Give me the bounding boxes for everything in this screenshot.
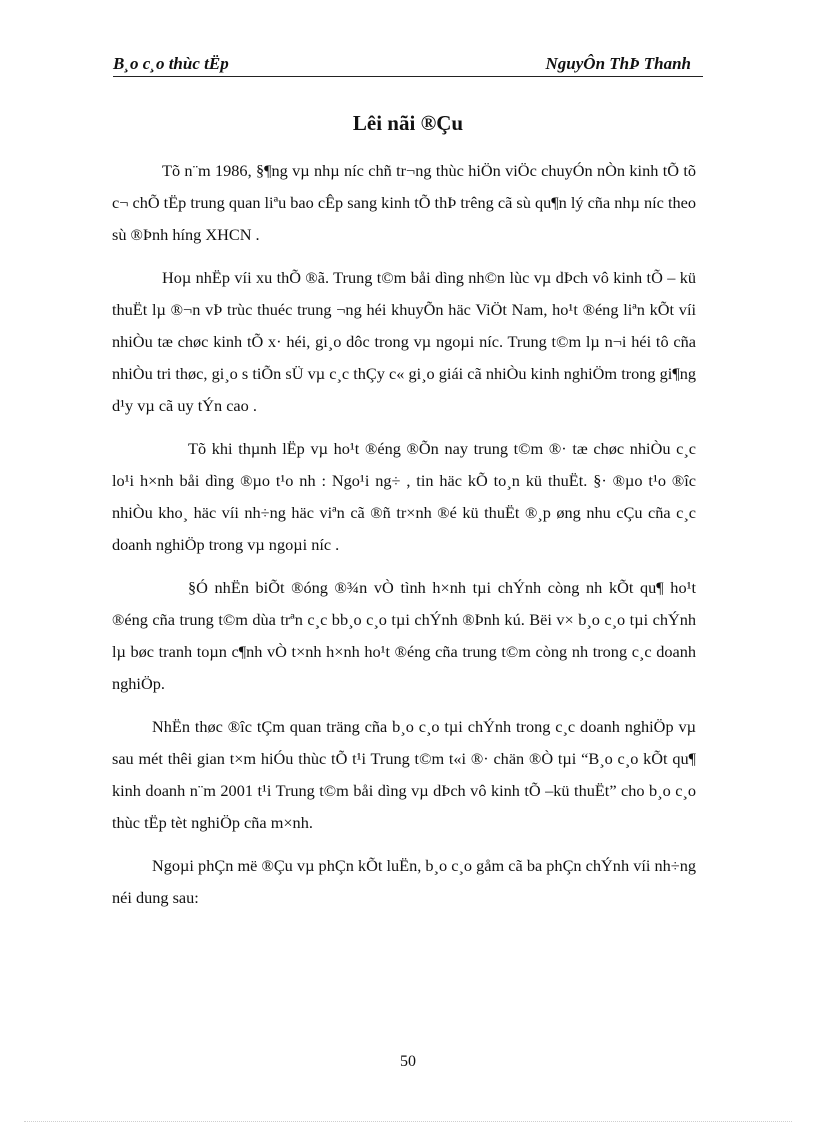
paragraph: §Ó nhËn biÕt ®óng ®¾n vÒ tình h×nh tµi chÝnh còng nh kÕt qu¶ ho¹t ®éng cña trung t©m dùa trªn c¸c bb¸o c¸o tµi chÝnh ®Þnh kú. Bëi v× b¸o c¸o tµi chÝnh lµ bøc tranh toµn c¶nh vÒ t×nh h×nh ho¹t ®éng cña trung t©m còng nh trong c¸c doanh nghiÖp. bbox=[112, 578, 696, 693]
header-author-name: NguyÔn ThÞ Thanh bbox=[545, 54, 691, 73]
page-number: 50 bbox=[400, 1053, 416, 1070]
paragraph: Ngoµi phÇn më ®Çu vµ phÇn kÕt luËn, b¸o c¸o gåm cã ba phÇn chÝnh víi nh÷ng néi dung sau: bbox=[112, 856, 696, 907]
paragraph: Hoµ nhËp víi xu thÕ ®ã. Trung t©m båi dìng nh©n lùc vµ dÞch vô kinh tÕ – kü thuËt lµ ®¬n vÞ trùc thuéc trung ¬ng héi khuyÕn häc ViÖt Nam, ho¹t ®éng liªn kÕt víi nhiÒu tæ chøc kinh tÕ x· héi, gi¸o dôc trong vµ ngoµi níc. Trung t©m lµ n¬i héi tô cña nhiÒu tri thøc, gi¸o s tiÕn sÜ vµ c¸c thÇy c« gi¸o giái cã nhiÒu kinh nghiÖm trong gi¶ng d¹y vµ cã uy tÝn cao . bbox=[112, 268, 696, 415]
paragraph: Tõ n¨m 1986, §¶ng vµ nhµ níc chñ tr¬ng thùc hiÖn viÖc chuyÓn nÒn kinh tÕ tõ c¬ chÕ tËp trung quan liªu bao cÊp sang kinh tÕ thÞ trêng cã sù qu¶n lý cña nhµ níc theo sù ®Þnh híng XHCN . bbox=[112, 161, 696, 244]
document-body bbox=[112, 155, 696, 925]
header-report-title: B¸o c¸o thùc tËp bbox=[113, 54, 229, 73]
paragraph: Tõ khi thµnh lËp vµ ho¹t ®éng ®Õn nay trung t©m ®· tæ chøc nhiÒu c¸c lo¹i h×nh båi dìng ®µo t¹o nh : Ngo¹i ng÷ , tin häc kÕ to¸n kü thuËt. §· ®µo t¹o ®îc nhiÒu kho¸ häc víi nh÷ng häc viªn cã ®ñ tr×nh ®é kü thuËt ®¸p øng nhu cÇu cña c¸c doanh nghiÖp trong vµ ngoµi níc . bbox=[112, 439, 696, 554]
paragraph: NhËn thøc ®îc tÇm quan träng cña b¸o c¸o tµi chÝnh trong c¸c doanh nghiÖp vµ sau mét thêi gian t×m hiÓu thùc tÕ t¹i Trung t©m t«i ®· chän ®Ò tµi “B¸o c¸o kÕt qu¶ kinh doanh n¨m 2001 t¹i Trung t©m båi dìng vµ dÞch vô kinh tÕ –kü thuËt” cho b¸o c¸o thùc tËp tèt nghiÖp cña m×nh. bbox=[112, 717, 696, 832]
page-bottom-divider bbox=[24, 1121, 792, 1122]
section-title: Lêi nãi ®Çu bbox=[352, 111, 464, 135]
page-header bbox=[113, 54, 703, 77]
